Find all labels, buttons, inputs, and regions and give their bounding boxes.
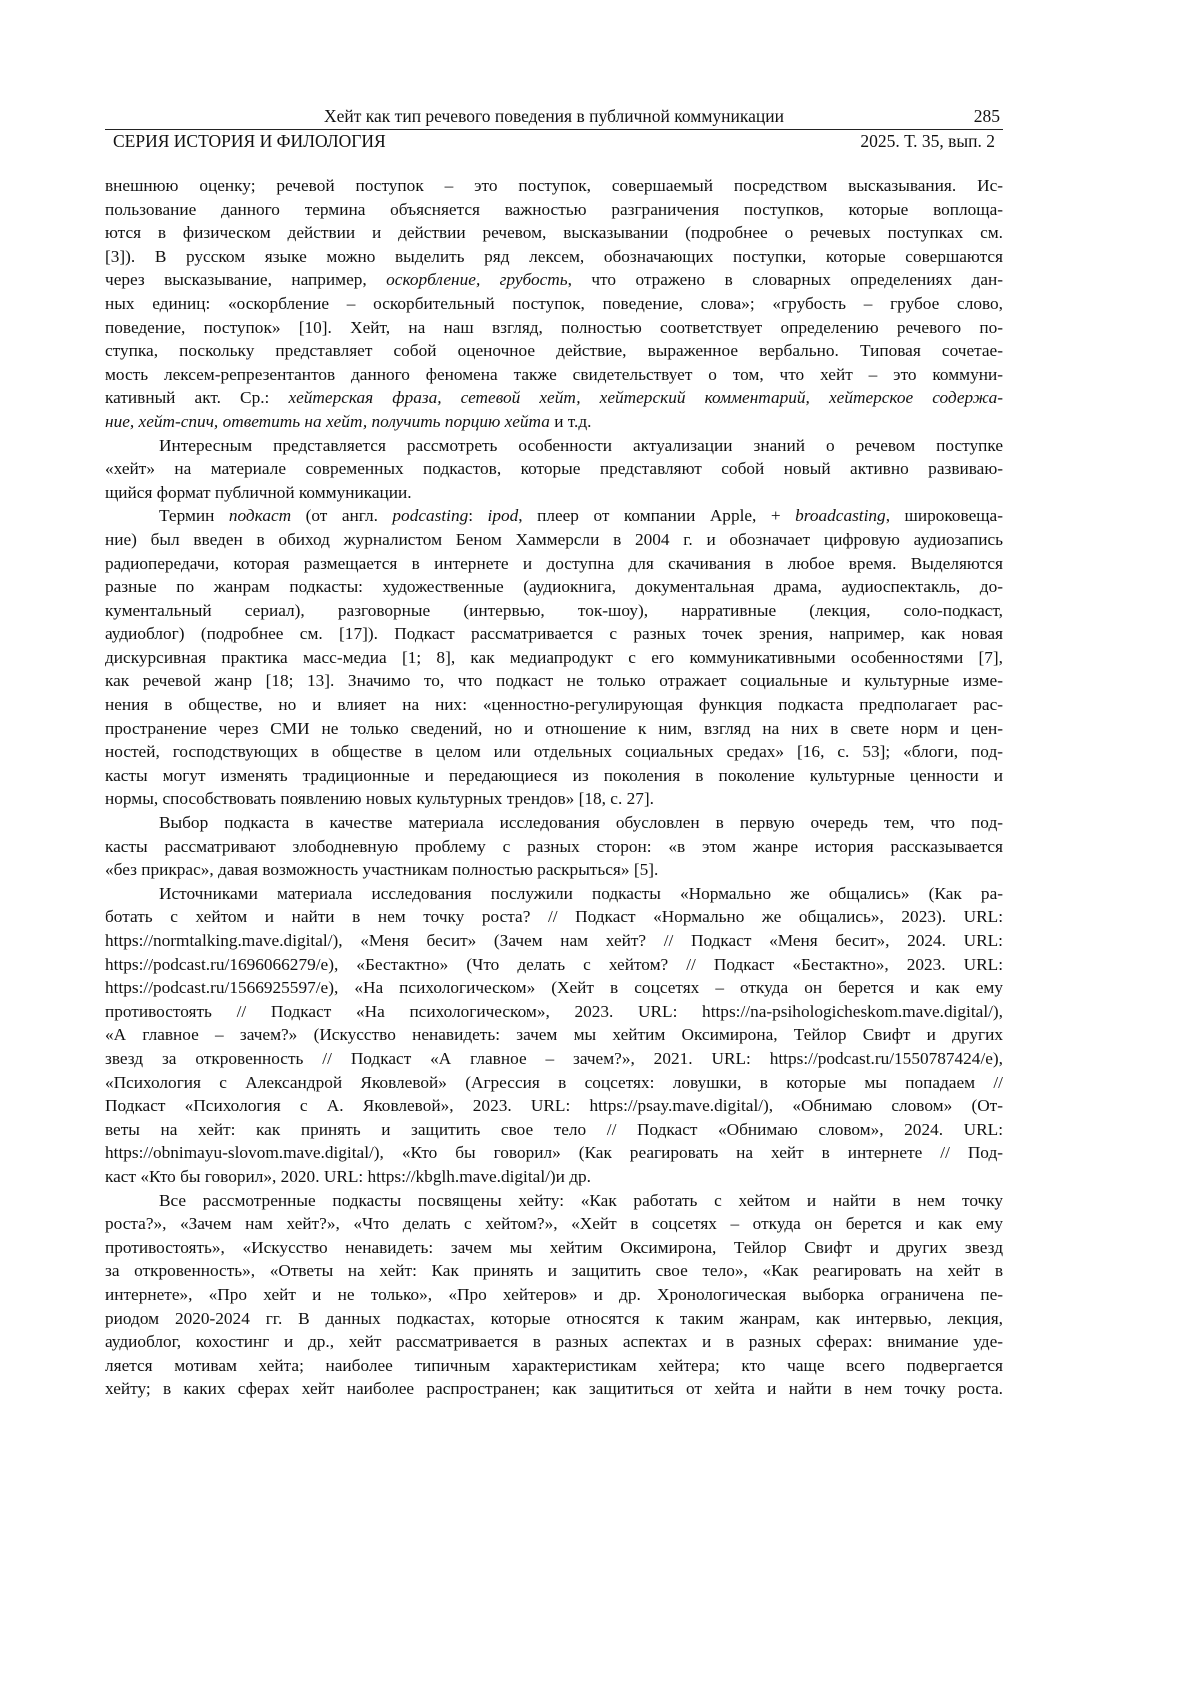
text: ляется мотивам хейта; наиболее типичным характеристикам хейтера; кто чаще всего подвергается: [105, 1355, 1003, 1375]
text: «хейт» на материале современных подкастов, которые представляют собой новый активно развиваю-: [105, 459, 1003, 479]
text: противостоять», «Искусство ненавидеть: зачем мы хейтим Оксимирона, Тейлор Свифт и других звезд: [105, 1237, 1003, 1257]
text: аудиоблог, кохостинг и др., хейт рассматривается в разных аспектах и в разных сферах: внимание уде-: [105, 1332, 1003, 1352]
text-line: [105, 905, 1003, 929]
text-line: [105, 552, 1003, 576]
italic-text: ние, хейт-спич, ответить на хейт, получить порцию хейта: [105, 411, 550, 431]
paragraph: [105, 1189, 1003, 1401]
text-line: [105, 575, 1003, 599]
journal-series: СЕРИЯ ИСТОРИЯ И ФИЛОЛОГИЯ: [113, 131, 386, 151]
text-line: [105, 882, 1003, 906]
text: https://podcast.ru/1696066279/e), «Бестактно» (Что делать с хейтом? // Подкаст «Бестактно», 2023. URL:: [105, 954, 1003, 974]
text-line: [105, 1094, 1003, 1118]
text: ступка, поскольку представляет собой оценочное действие, выраженное вербально. Типовая сочетае-: [105, 341, 1003, 361]
text-line: [105, 858, 1003, 882]
text-line: [105, 1047, 1003, 1071]
paragraph: [105, 174, 1003, 434]
text: касты могут изменять традиционные и передающиеся из поколения в поколение культурные ценности и: [105, 765, 1003, 785]
text: нормы, способствовать появлению новых культурных трендов» [18, с. 27].: [105, 789, 654, 809]
text: ботать с хейтом и найти в нем точку роста? // Подкаст «Нормально же общались», 2023). URL:: [105, 907, 1003, 927]
page-number: 285: [973, 106, 1000, 126]
text: ние) был введен в обиход журналистом Беном Хаммерсли в 2004 г. и обозначает цифровую аудиозапись: [105, 529, 1003, 549]
text-line: [105, 1377, 1003, 1401]
text: Подкаст «Психология с А. Яковлевой», 2023. URL: https://psay.mave.digital/), «Обнимаю словом» (От-: [105, 1096, 1003, 1116]
text: через высказывание, например,: [105, 270, 387, 290]
text-line: [105, 268, 1003, 292]
text: , плеер от компании Apple, +: [518, 506, 796, 526]
text-line: [105, 693, 1003, 717]
text-line: [105, 339, 1003, 363]
italic-text: podcasting: [392, 506, 469, 526]
header-rule: [105, 129, 1003, 130]
text: поведение, поступок» [10]. Хейт, на наш взгляд, полностью соответствует определению речевого по-: [105, 317, 1003, 337]
text-line: [105, 363, 1003, 387]
text: https://obnimayu-slovom.mave.digital/), «Кто бы говорил» (Как реагировать на хейт в интернете // Под-: [105, 1143, 1003, 1163]
text-line: [105, 386, 1003, 410]
text-line: [105, 481, 1003, 505]
text-line: [105, 976, 1003, 1000]
text-line: [105, 410, 1003, 434]
text-line: [105, 1307, 1003, 1331]
text-line: [105, 457, 1003, 481]
text-line: [105, 622, 1003, 646]
article-body: [105, 174, 1003, 1401]
text: Все рассмотренные подкасты посвящены хейту: «Как работать с хейтом и найти в нем точку: [159, 1190, 1003, 1210]
text-line: [105, 740, 1003, 764]
text: «А главное – зачем?» (Искусство ненавидеть: зачем мы хейтим Оксимирона, Тейлор Свифт и других: [105, 1025, 1003, 1045]
text: Источниками материала исследования послужили подкасты «Нормально же общались» (Как ра-: [159, 883, 1003, 903]
text: ются в физическом действии и действии речевом, высказывании (подробнее о речевых поступках см.: [105, 223, 1003, 243]
text: и т.д.: [549, 411, 592, 431]
text-line: [105, 221, 1003, 245]
text-line: [105, 1000, 1003, 1024]
text: кументальный сериал), разговорные (интервью, ток-шоу), нарративные (лекция, соло-подкаст,: [105, 600, 1003, 620]
italic-text: подкаст: [228, 506, 292, 526]
text-line: [105, 1236, 1003, 1260]
text-line: [105, 1189, 1003, 1213]
text: «без прикрас», давая возможность участникам полностью раскрыться» [5].: [105, 860, 659, 880]
text-line: [105, 929, 1003, 953]
text: :: [468, 506, 488, 526]
text-line: [105, 1165, 1003, 1189]
text: интернете», «Про хейт и не только», «Про хейтеров» и др. Хронологическая выборка ограничена пе-: [105, 1284, 1003, 1304]
text-line: [105, 316, 1003, 340]
article-title: Хейт как тип речевого поведения в публичной коммуникации: [324, 106, 784, 126]
text-line: [105, 1141, 1003, 1165]
text-line: [105, 1283, 1003, 1307]
text-line: [105, 434, 1003, 458]
text: касты рассматривают злободневную проблему с разных сторон: «в этом жанре история рассказывается: [105, 836, 1003, 856]
text: каст «Кто бы говорил», 2020. URL: https://kbglh.mave.digital/)и др.: [105, 1166, 592, 1186]
text-line: [105, 245, 1003, 269]
text-line: [105, 953, 1003, 977]
text: радиопередачи, которая размещается в интернете и доступна для скачивания в любое время. Выделяются: [105, 553, 1003, 573]
text-line: [105, 646, 1003, 670]
text: ных единиц: «оскорбление – оскорбительный поступок, поведение, слова»; «грубость – грубое слово,: [105, 293, 1003, 313]
text-line: [105, 1259, 1003, 1283]
text-line: [105, 504, 1003, 528]
text: разные по жанрам подкасты: художественные (аудиокнига, документальная драма, аудиоспектакль, до-: [105, 577, 1003, 597]
italic-text: broadcasting: [795, 506, 886, 526]
text: дискурсивная практика масс-медиа [1; 8], как медиапродукт с его коммуникативными особенностями [7],: [105, 647, 1003, 667]
italic-text: ipod: [487, 506, 519, 526]
text: , широковеща-: [885, 506, 1003, 526]
text: щийся формат публичной коммуникации.: [105, 482, 412, 502]
text-line: [105, 669, 1003, 693]
text: https://podcast.ru/1566925597/e), «На психологическом» (Хейт в соцсетях – откуда он берется и как ему: [105, 978, 1003, 998]
text-line: [105, 1330, 1003, 1354]
paragraph: [105, 882, 1003, 1189]
text: аудиоблог) (подробнее см. [17]). Подкаст рассматривается с разных точек зрения, например, как новая: [105, 624, 1003, 644]
text-line: [105, 198, 1003, 222]
text: противостоять // Подкаст «На психологическом», 2023. URL: https://na-psihologicheskom.mave.digital/),: [105, 1001, 1003, 1021]
text: ностей, господствующих в обществе в целом или отдельных социальных средах» [16, с. 53]; «блоги, под-: [105, 742, 1003, 762]
text-line: [105, 1212, 1003, 1236]
text: звезд за откровенность // Подкаст «А главное – зачем?», 2021. URL: https://podcast.ru/1550787424/e),: [105, 1048, 1003, 1068]
text-line: [105, 1118, 1003, 1142]
text: кативный акт. Ср.:: [105, 388, 289, 408]
text: как речевой жанр [18; 13]. Значимо то, что подкаст не только отражает социальные и культурные изме-: [105, 671, 1003, 691]
text: мость лексем-репрезентантов данного феномена также свидетельствует о том, что хейт – это коммуни-: [105, 364, 1003, 384]
text: за откровенность», «Ответы на хейт: Как принять и защитить свое тело», «Как реагировать на хейт в: [105, 1261, 1003, 1281]
text: внешнюю оценку; речевой поступок – это поступок, совершаемый посредством высказывания. Ис-: [105, 176, 1003, 195]
text-line: [105, 1023, 1003, 1047]
text-line: [105, 1071, 1003, 1095]
text-line: [105, 764, 1003, 788]
italic-text: оскорбление, грубость: [386, 270, 568, 290]
text: пользование данного термина объясняется важностью разграничения поступков, которые воплоща-: [105, 199, 1003, 219]
paragraph: [105, 504, 1003, 811]
text: веты на хейт: как принять и защитить свое тело // Подкаст «Обнимаю словом», 2024. URL:: [105, 1119, 1003, 1139]
text: риодом 2020-2024 гг. В данных подкастах, которые относятся к таким жанрам, как интервью, лекция,: [105, 1308, 1003, 1328]
journal-issue: 2025. Т. 35, вып. 2: [860, 131, 995, 151]
text: Термин: [159, 506, 229, 526]
text-line: [105, 717, 1003, 741]
text: нения в обществе, но и влияет на них: «ценностно-регулирующая функция подкаста предполагает рас-: [105, 695, 1003, 715]
text: хейту; в каких сферах хейт наиболее распространен; как защититься от хейта и найти в нем точку роста.: [105, 1379, 1003, 1399]
text: роста?», «Зачем нам хейт?», «Что делать с хейтом?», «Хейт в соцсетях – откуда он берется и как ему: [105, 1214, 1003, 1234]
text-line: [105, 811, 1003, 835]
text: Интересным представляется рассмотреть особенности актуализации знаний о речевом поступке: [159, 435, 1003, 455]
text: https://normtalking.mave.digital/), «Меня бесит» (Зачем нам хейт? // Подкаст «Меня бесит», 2024. URL:: [105, 931, 1003, 950]
text: [3]). В русском языке можно выделить ряд лексем, обозначающих поступки, которые совершаются: [105, 246, 1003, 266]
text-line: [105, 292, 1003, 316]
text: (от англ.: [291, 506, 393, 526]
text-line: [105, 1354, 1003, 1378]
paragraph: [105, 811, 1003, 882]
text-line: [105, 787, 1003, 811]
text-line: [105, 174, 1003, 198]
text-line: [105, 835, 1003, 859]
text-line: [105, 528, 1003, 552]
text: пространение через СМИ не только сведений, но и отношение к ним, взгляд на них в свете норм и цен-: [105, 718, 1003, 738]
text: «Психология с Александрой Яковлевой» (Агрессия в соцсетях: ловушки, в которые мы попадаем //: [105, 1072, 1003, 1092]
text-line: [105, 599, 1003, 623]
italic-text: хейтерская фраза, сетевой хейт, хейтерский комментарий, хейтерское содержа-: [288, 388, 1003, 408]
text: , что отражено в словарных определениях дан-: [567, 270, 1003, 290]
text: Выбор подкаста в качестве материала исследования обусловлен в первую очередь тем, что под-: [159, 813, 1003, 833]
paragraph: [105, 434, 1003, 505]
